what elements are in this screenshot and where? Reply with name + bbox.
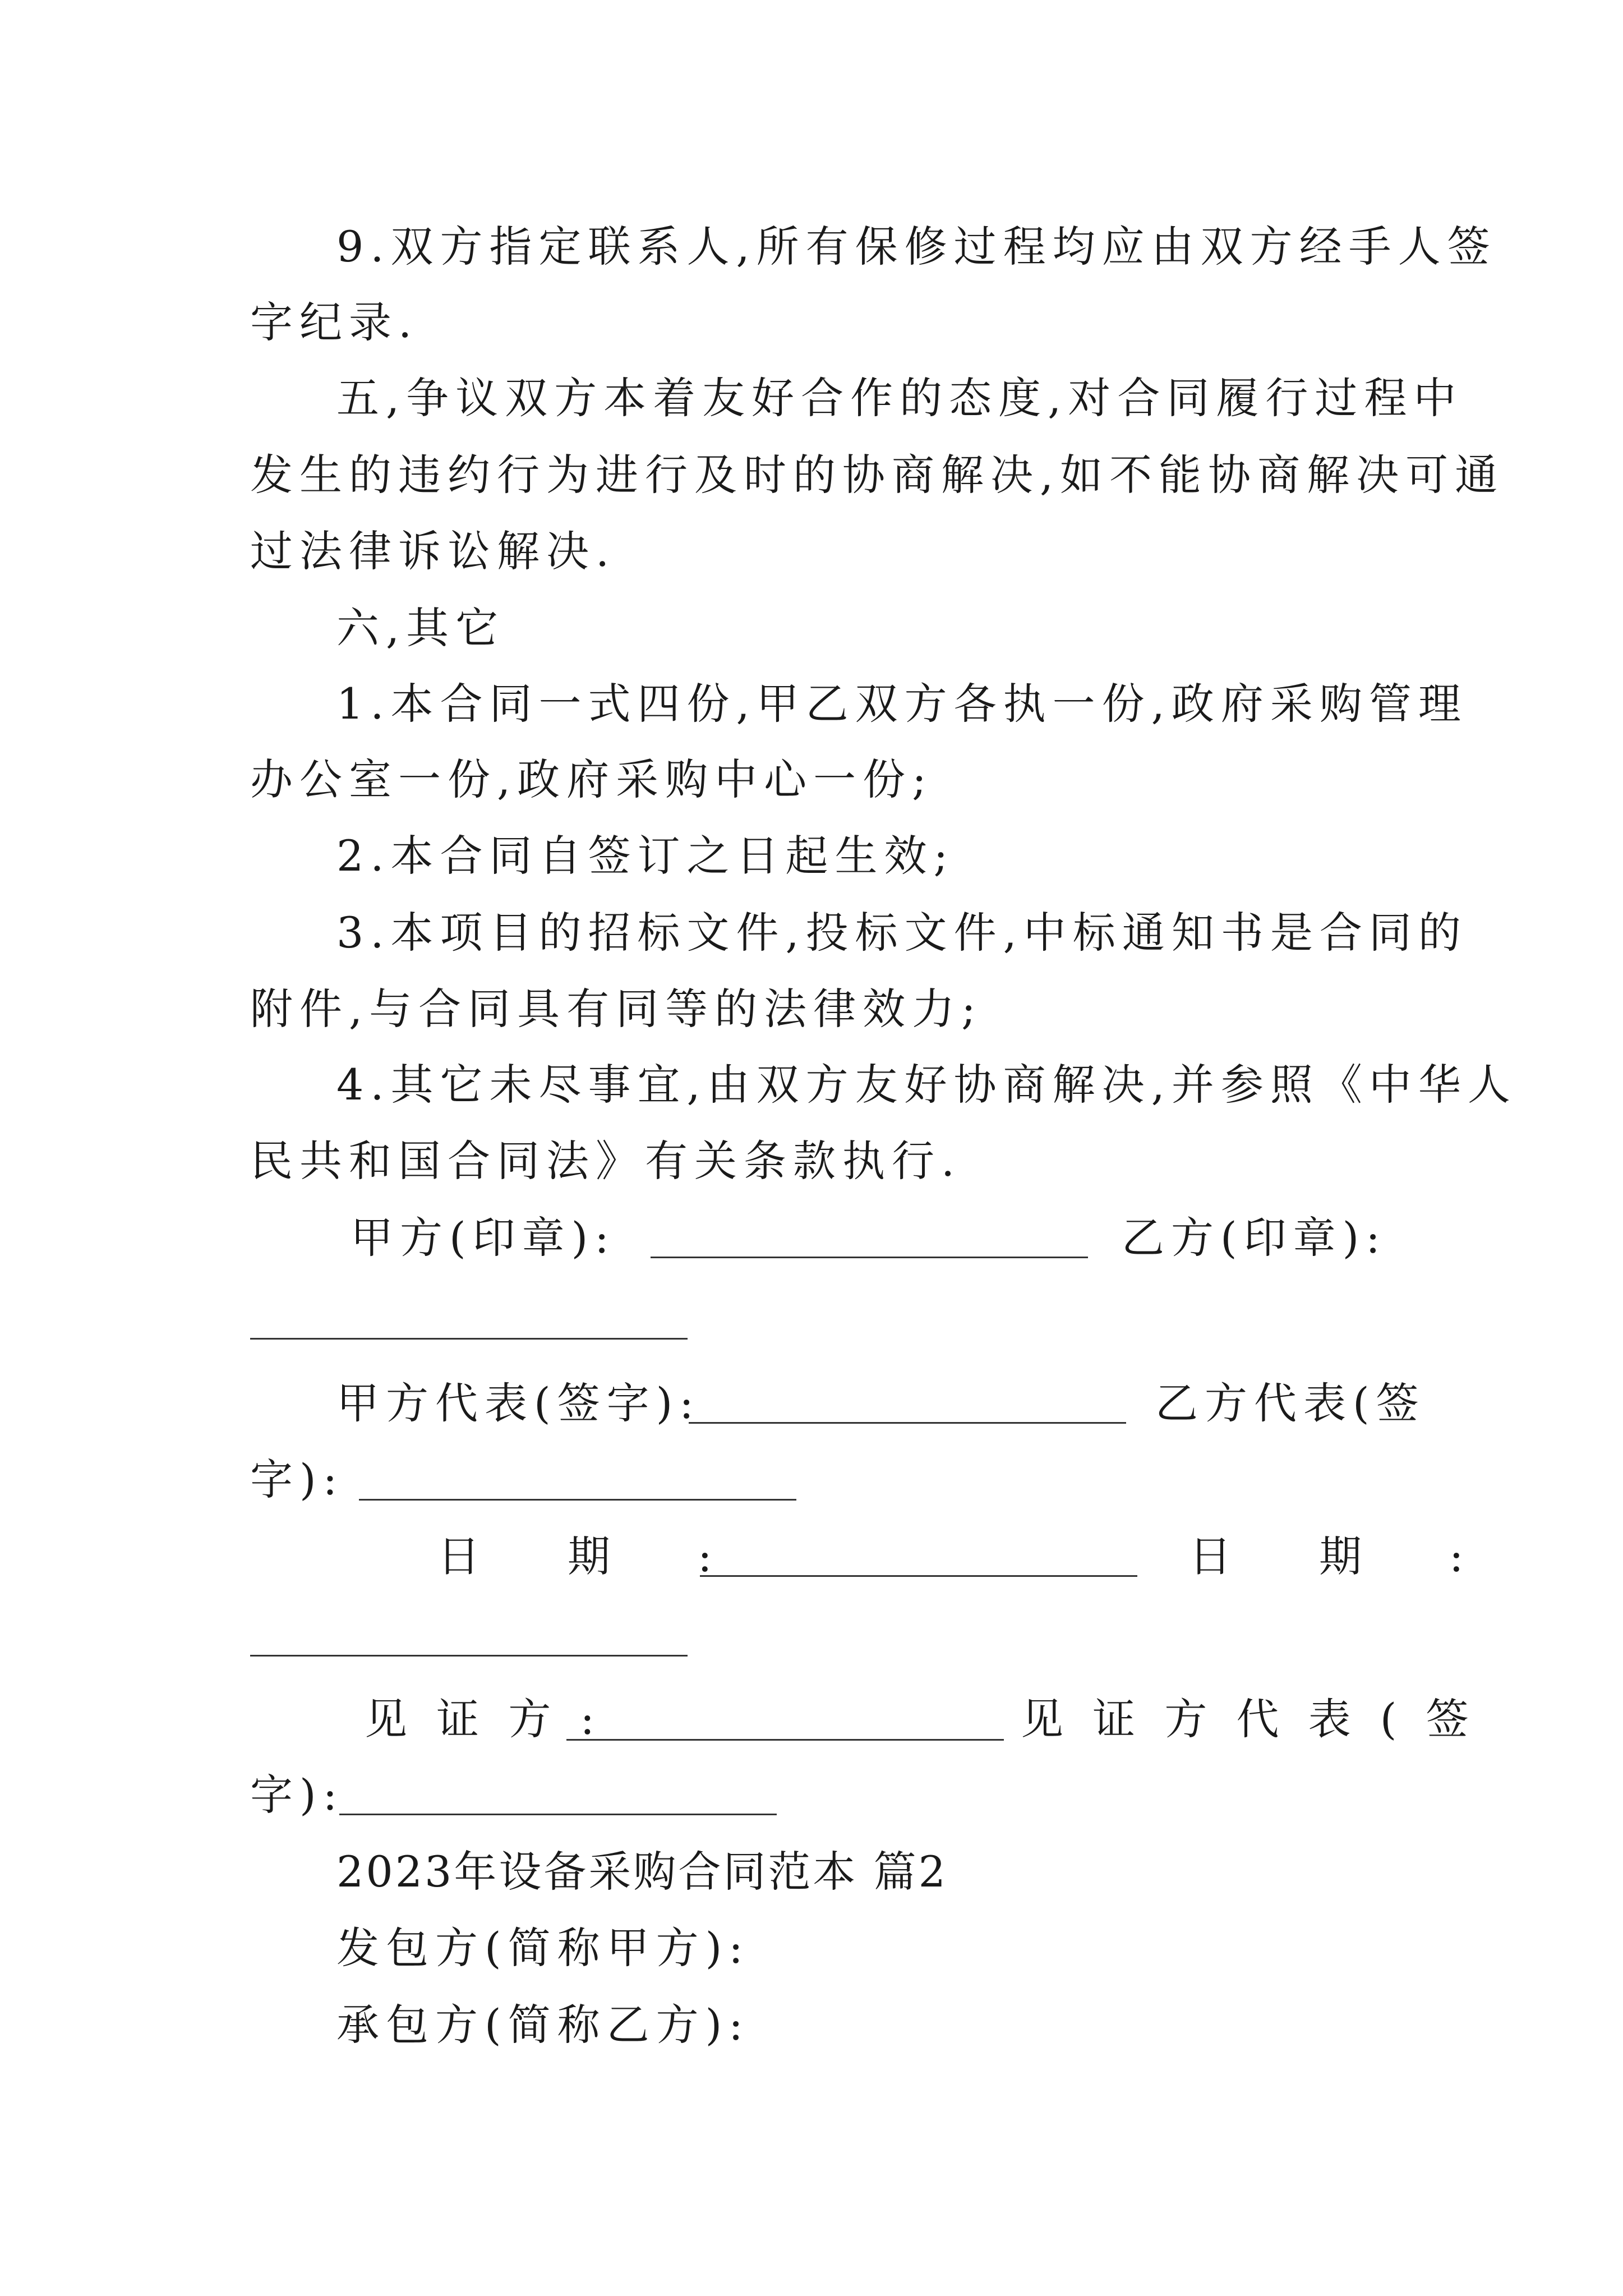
- witness-blank: [566, 1739, 1004, 1741]
- paragraph-line: 4.其它未尽事宜,由双方友好协商解决,并参照《中华人: [336, 1060, 1517, 1110]
- paragraph-line: 发生的违约行为进行及时的协商解决,如不能协商解决可通: [250, 450, 1505, 500]
- party-b-rep-blank: [359, 1499, 796, 1501]
- party-a-rep-blank: [689, 1422, 1126, 1424]
- employer-line: 发包方(简称甲方):: [336, 1923, 750, 1973]
- section-title: 2023年设备采购合同范本 篇2: [336, 1847, 948, 1897]
- paragraph-line: 字纪录.: [250, 297, 419, 347]
- paragraph-line: 过法律诉讼解决.: [250, 526, 616, 576]
- paragraph-line: 办公室一份,政府采购中心一份;: [250, 754, 933, 804]
- date-b-blank: [250, 1655, 688, 1657]
- party-a-seal-label: 甲方(印章):: [351, 1213, 616, 1263]
- party-a-rep-label: 甲方代表(签字):: [336, 1378, 700, 1428]
- paragraph-line: 五,争议双方本着友好合作的态度,对合同履行过程中: [336, 373, 1463, 423]
- paragraph-line: 2.本合同自签订之日起生效;: [336, 831, 955, 881]
- witness-rep-label-cont: 字):: [250, 1770, 344, 1820]
- contractor-line: 承包方(简称乙方):: [336, 2000, 750, 2050]
- paragraph-line: 9.双方指定联系人,所有保修过程均应由双方经手人签: [336, 222, 1497, 272]
- date-a-label: 日 期 :: [437, 1531, 735, 1581]
- date-b-label: 日 期 :: [1189, 1531, 1486, 1581]
- party-b-rep-label: 乙方代表(签: [1155, 1378, 1426, 1428]
- party-a-seal-blank: [651, 1257, 1088, 1258]
- witness-label: 见 证 方 :: [365, 1694, 603, 1744]
- party-b-rep-label-cont: 字):: [250, 1455, 344, 1504]
- party-b-seal-label: 乙方(印章):: [1122, 1213, 1387, 1263]
- witness-rep-blank: [339, 1814, 777, 1815]
- section-heading: 六,其它: [336, 603, 505, 653]
- paragraph-line: 附件,与合同具有同等的法律效力;: [250, 984, 983, 1034]
- paragraph-line: 3.本项目的招标文件,投标文件,中标通知书是合同的: [336, 908, 1468, 958]
- date-a-blank: [700, 1575, 1137, 1577]
- party-b-seal-blank: [250, 1338, 688, 1340]
- paragraph-line: 民共和国合同法》有关条款执行.: [250, 1136, 962, 1186]
- witness-rep-label: 见 证 方 代 表 ( 签: [1021, 1694, 1477, 1744]
- paragraph-line: 1.本合同一式四份,甲乙双方各执一份,政府采购管理: [336, 679, 1468, 729]
